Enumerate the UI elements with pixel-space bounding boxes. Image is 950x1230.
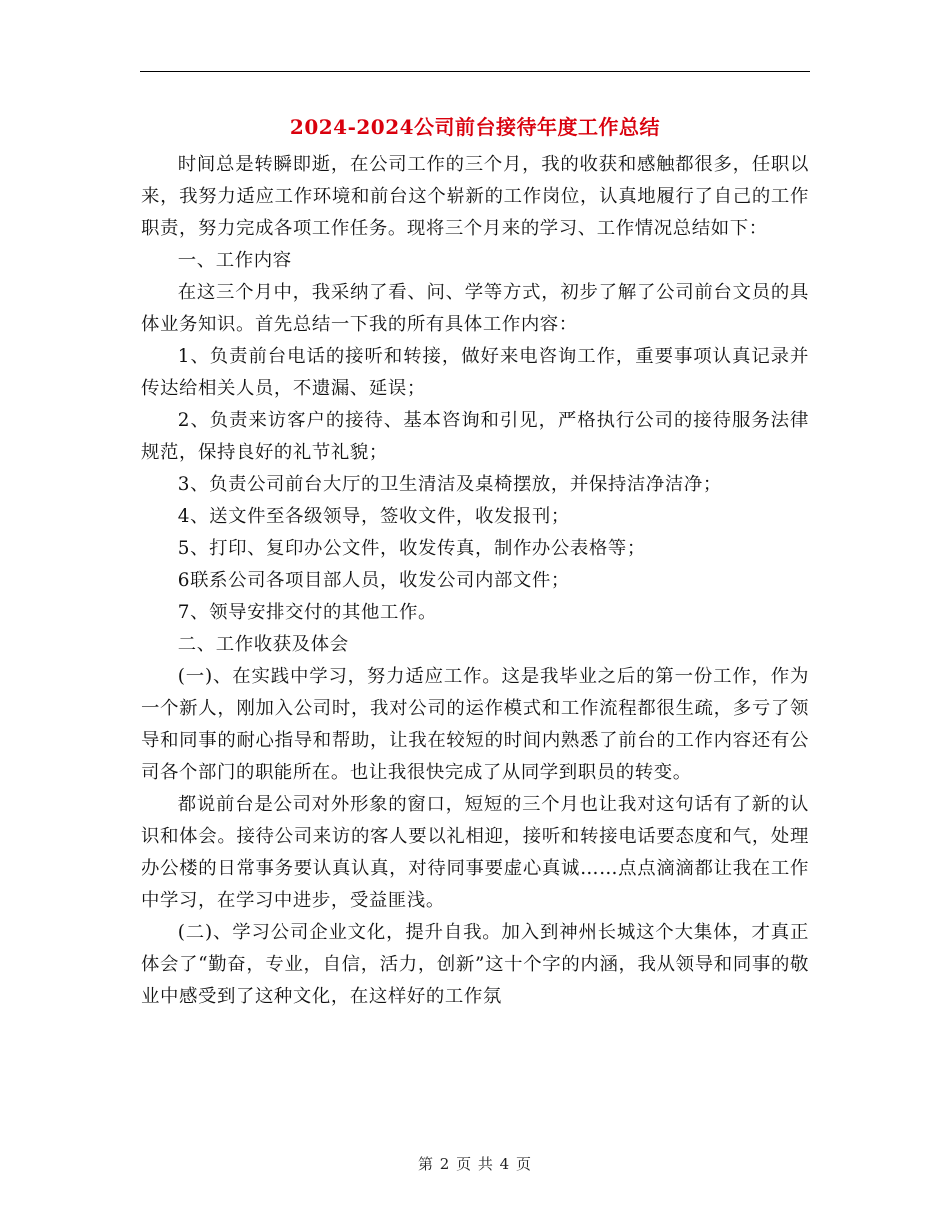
list-item-6: 6联系公司各项目部人员，收发公司内部文件；	[177, 570, 570, 591]
section-heading-work-content: 一、工作内容	[177, 250, 292, 271]
document-title: 2024-2024公司前台接待年度工作总结	[289, 115, 661, 139]
paragraph-corporate-culture: (二)、学习公司企业文化，提升自我。加入到神州长城这个大集体，才真正体会了“勤奋，专业，自信，活力，创新”这十个字的内涵，我从领导和同事的敬业中感受到了这种文化，在这样好的工作氛	[141, 922, 809, 1007]
paragraph-work-overview: 在这三个月中，我采纳了看、问、学等方式，初步了解了公司前台文员的具体业务知识。首先总结一下我的所有具体工作内容：	[141, 282, 809, 335]
list-item-2: 2、负责来访客户的接待、基本咨询和引见，严格执行公司的接待服务法律规范，保持良好的礼节礼貌；	[141, 410, 809, 463]
page-footer: 第 2 页 共 4 页	[418, 1155, 532, 1173]
list-item-5: 5、打印、复印办公文件，收发传真，制作办公表格等；	[177, 538, 646, 559]
list-item-3: 3、负责公司前台大厅的卫生清洁及桌椅摆放，并保持洁净洁净；	[177, 474, 722, 495]
paragraph-learning-in-practice: (一)、在实践中学习，努力适应工作。这是我毕业之后的第一份工作，作为一个新人，刚加入公司时，我对公司的运作模式和工作流程都很生疏，多亏了领导和同事的耐心指导和帮助，让我在较短的时间内熟悉了前台的工作内容还有公司各个部门的职能所在。也让我很快完成了从同学到职员的转变。	[141, 666, 809, 783]
document-body	[141, 149, 809, 1013]
list-item-7: 7、领导安排交付的其他工作。	[177, 602, 437, 623]
list-item-4: 4、送文件至各级领导，签收文件，收发报刊；	[177, 506, 570, 527]
paragraph-intro: 时间总是转瞬即逝，在公司工作的三个月，我的收获和感触都很多，任职以来，我努力适应工作环境和前台这个崭新的工作岗位，认真地履行了自己的工作职责，努力完成各项工作任务。现将三个月来的学习、工作情况总结如下：	[141, 154, 809, 239]
paragraph-front-desk-window: 都说前台是公司对外形象的窗口，短短的三个月也让我对这句话有了新的认识和体会。接待公司来访的客人要以礼相迎，接听和转接电话要态度和气，处理办公楼的日常事务要认真认真，对待同事要虚心真诚……点点滴滴都让我在工作中学习，在学习中进步，受益匪浅。	[141, 794, 809, 911]
list-item-1: 1、负责前台电话的接听和转接，做好来电咨询工作，重要事项认真记录并传达给相关人员，不遗漏、延误；	[141, 346, 809, 399]
section-heading-gains: 二、工作收获及体会	[177, 634, 349, 655]
header-rule	[140, 71, 810, 72]
